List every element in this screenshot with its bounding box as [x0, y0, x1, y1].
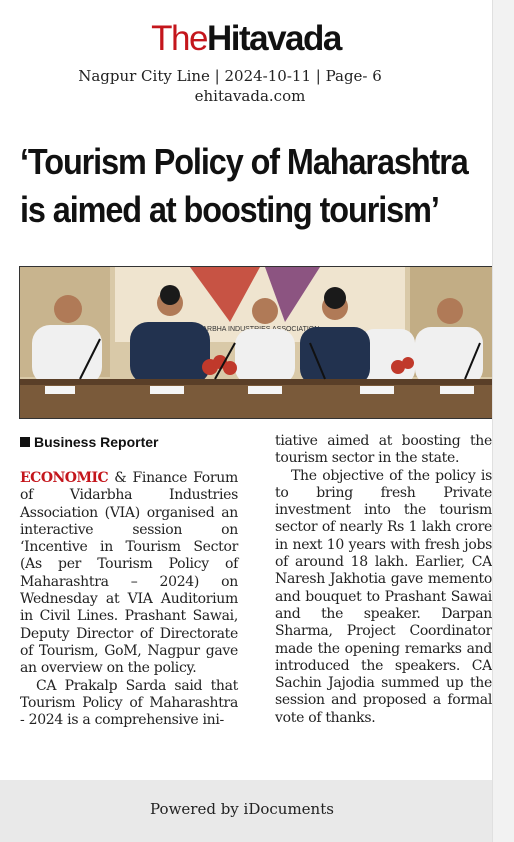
photo-illustration: [20, 267, 492, 418]
article-column-1: [20, 470, 238, 729]
article-headline: [20, 138, 468, 234]
edition-date: 2024-10-11: [224, 67, 311, 85]
site-url: ehitavada.com: [194, 87, 306, 105]
article-paragraph-3: The objective of the policy is to bring fresh Private investment into the tourism sector of nearly Rs 1 lakh crore in next 10 years with fresh jobs of around 18 lakh. Earlier, CA Naresh Jakhotia gave memento and bouquet to Prashant Sawai and the speaker. Darpan Sharma, Project Coordinator made the opening remarks and introduced the speakers. CA Sachin Jajodia summed up the session and proposed a formal vote of thanks.: [275, 467, 492, 726]
article-column-2: [275, 433, 492, 727]
headline-line-2: is aimed at boosting tourism’: [20, 189, 439, 230]
byline: [20, 433, 158, 451]
masthead-logo: [0, 18, 492, 60]
photo-banner-text: VIDARBHA ASSOCIATION: [190, 326, 320, 333]
paragraph-1-text: & Finance Forum of Vidarbha Industries Association (VIA) organised an interactive session on ‘Incentive in Tourism Sector (As per Tourism Policy of Maharashtra – 2024) on Wednesday at VIA Auditorium in Civil Lines. Prashant Sawai, Deputy Director of Directorate of Tourism, GoM, Nagpur gave an overview on the policy.: [20, 470, 238, 677]
byline-text: Business Reporter: [34, 434, 159, 450]
logo-name: Hitavada: [206, 19, 341, 58]
byline-square-icon: [20, 437, 30, 447]
article-paragraph-2-start: CA Prakalp Sarda said that Tourism Policy of Maharashtra - 2024 is a comprehensive ini-: [20, 677, 238, 729]
page-number: Page- 6: [325, 67, 382, 85]
edition-meta: Nagpur City Line | 2024-10-11 | Page- 6: [78, 67, 382, 85]
headline-line-1: ‘Tourism Policy of Maharashtra: [20, 141, 468, 182]
article-photo: [19, 266, 493, 419]
edition-name: Nagpur City Line: [78, 67, 210, 85]
logo-the: The: [151, 19, 207, 58]
scrollbar[interactable]: [492, 0, 514, 842]
article-paragraph-1: [20, 470, 238, 678]
article-paragraph-2-end: tiative aimed at boosting the tourism sector in the state.: [275, 433, 492, 467]
lead-word: ECONOMIC: [20, 470, 109, 486]
footer-credit: Powered by iDocuments: [150, 800, 334, 818]
